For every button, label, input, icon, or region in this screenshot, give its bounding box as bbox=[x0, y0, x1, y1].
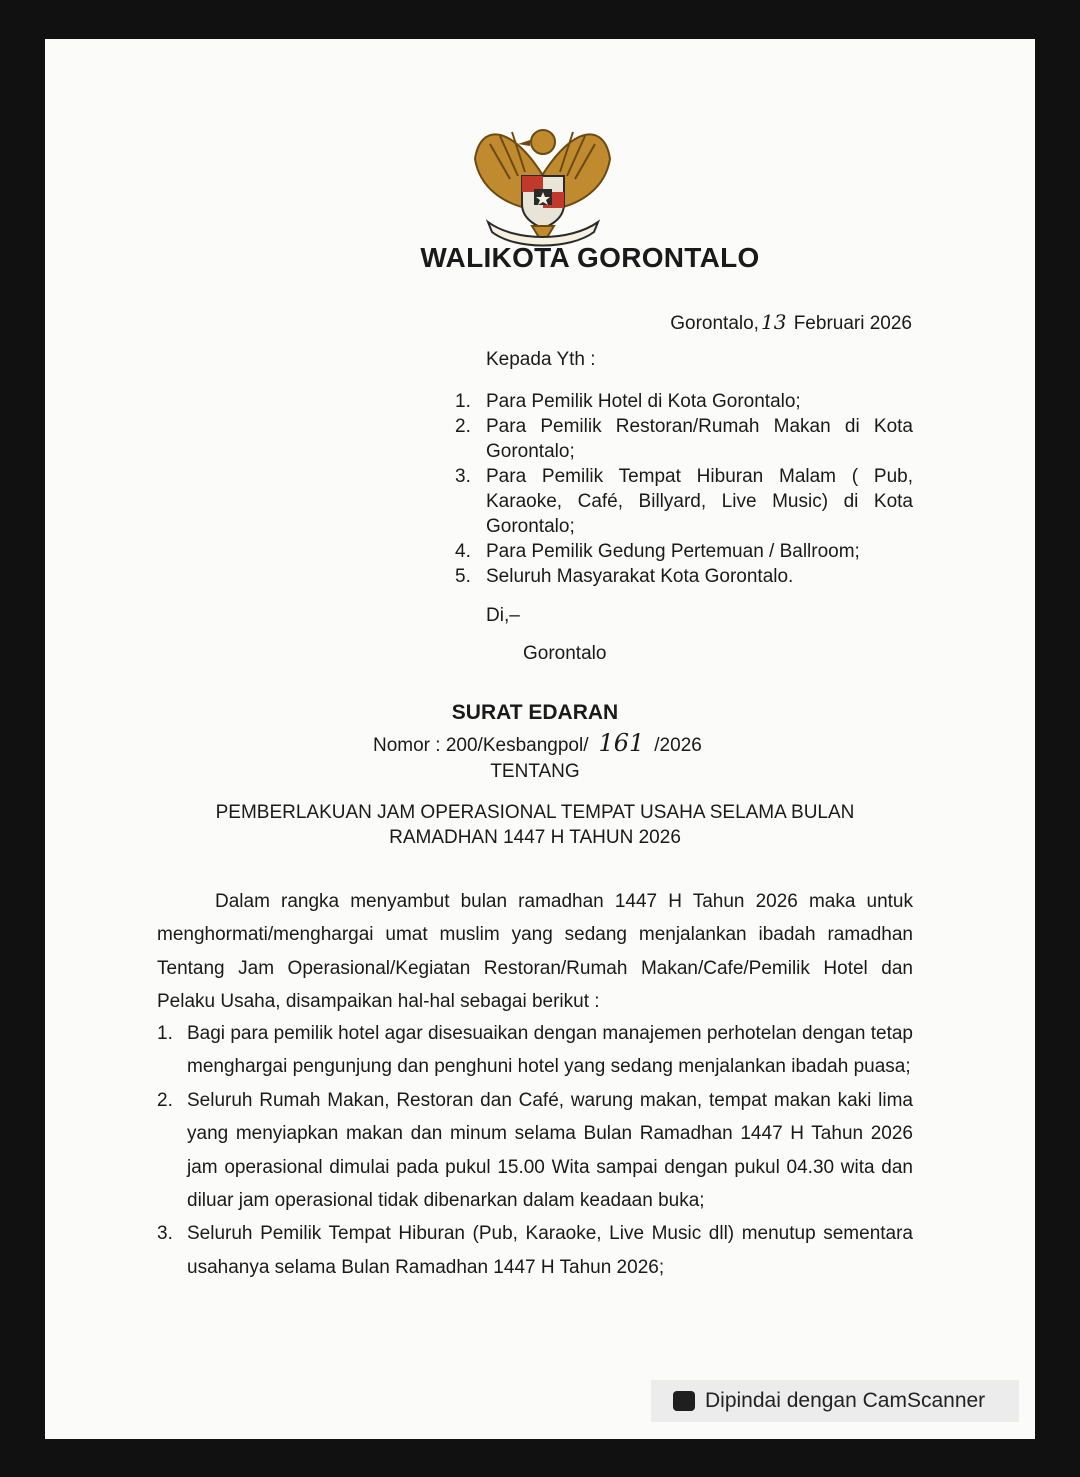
document-number-handwritten: 161 bbox=[598, 729, 645, 757]
watermark-text: Dipindai dengan CamScanner bbox=[705, 1389, 986, 1412]
recipient-place: Gorontalo bbox=[523, 643, 607, 664]
list-item: 3. Para Pemilik Tempat Hiburan Malam ( Pub, Karaoke, Café, Billyard, Live Music) di Kota Gorontalo; bbox=[455, 466, 913, 537]
date-month-year: Februari 2026 bbox=[793, 313, 912, 334]
list-item: 1. Bagi para pemilik hotel agar disesuaikan dengan manajemen perhotelan dengan tetap menghargai pengunjung dan penghuni hotel yang sedang menjalankan ibadah puasa; bbox=[157, 1023, 913, 1078]
camscanner-watermark bbox=[651, 1380, 1019, 1422]
salutation: Kepada Yth : bbox=[486, 349, 596, 370]
document-subject: PEMBERLAKUAN JAM OPERASIONAL TEMPAT USAHA SELAMA BULAN RAMADHAN 1447 H TAHUN 2026 bbox=[215, 802, 855, 848]
list-item: 2. Para Pemilik Restoran/Rumah Makan di Kota Gorontalo; bbox=[455, 416, 913, 462]
camscanner-logo-icon bbox=[673, 1391, 695, 1411]
garuda-emblem-icon bbox=[470, 104, 615, 254]
list-item: 3. Seluruh Pemilik Tempat Hiburan (Pub, Karaoke, Live Music dll) menutup sementara usahanya selama Bulan Ramadhan 1447 H Tahun 2026; bbox=[157, 1223, 913, 1278]
recipient-list bbox=[455, 389, 913, 589]
issuer-title: WALIKOTA GORONTALO bbox=[420, 242, 760, 273]
recipient-di: Di,– bbox=[486, 605, 520, 626]
body-item-list bbox=[157, 1017, 913, 1284]
list-item: 2. Seluruh Rumah Makan, Restoran dan Café, warung makan, tempat makan kaki lima yang menyiapkan makan dan minum selama Bulan Ramadhan 1447 H Tahun 2026 jam operasional dimulai pada pukul 15.00 Wita sampai dengan pukul 04.30 wita dan diluar jam operasional tidak dibenarkan dalam keadaan buka; bbox=[157, 1089, 913, 1212]
list-item: 1. Para Pemilik Hotel di Kota Gorontalo; bbox=[455, 391, 801, 412]
body-intro: Dalam rangka menyambut bulan ramadhan 1447 H Tahun 2026 maka untuk menghormati/menghargai umat muslim yang sedang menjalankan ibadah ramadhan Tentang Jam Operasional/Kegiatan Restoran/Rumah Makan/Cafe/Pemilik Hotel dan Pelaku Usaha, disampaikan hal-hal sebagai berikut : bbox=[157, 891, 913, 1013]
letter-date bbox=[670, 310, 912, 335]
date-day-handwritten: 13 bbox=[760, 310, 787, 334]
list-item: 5. Seluruh Masyarakat Kota Gorontalo. bbox=[455, 566, 794, 587]
tentang-label: TENTANG bbox=[490, 761, 580, 782]
list-item: 4. Para Pemilik Gedung Pertemuan / Ballroom; bbox=[455, 541, 860, 562]
date-place: Gorontalo, bbox=[670, 313, 759, 334]
document-type: SURAT EDARAN bbox=[451, 701, 619, 724]
document-page bbox=[45, 39, 1035, 1439]
document-number: Nomor : 200/Kesbangpol/ 161 /2026 bbox=[373, 729, 702, 757]
